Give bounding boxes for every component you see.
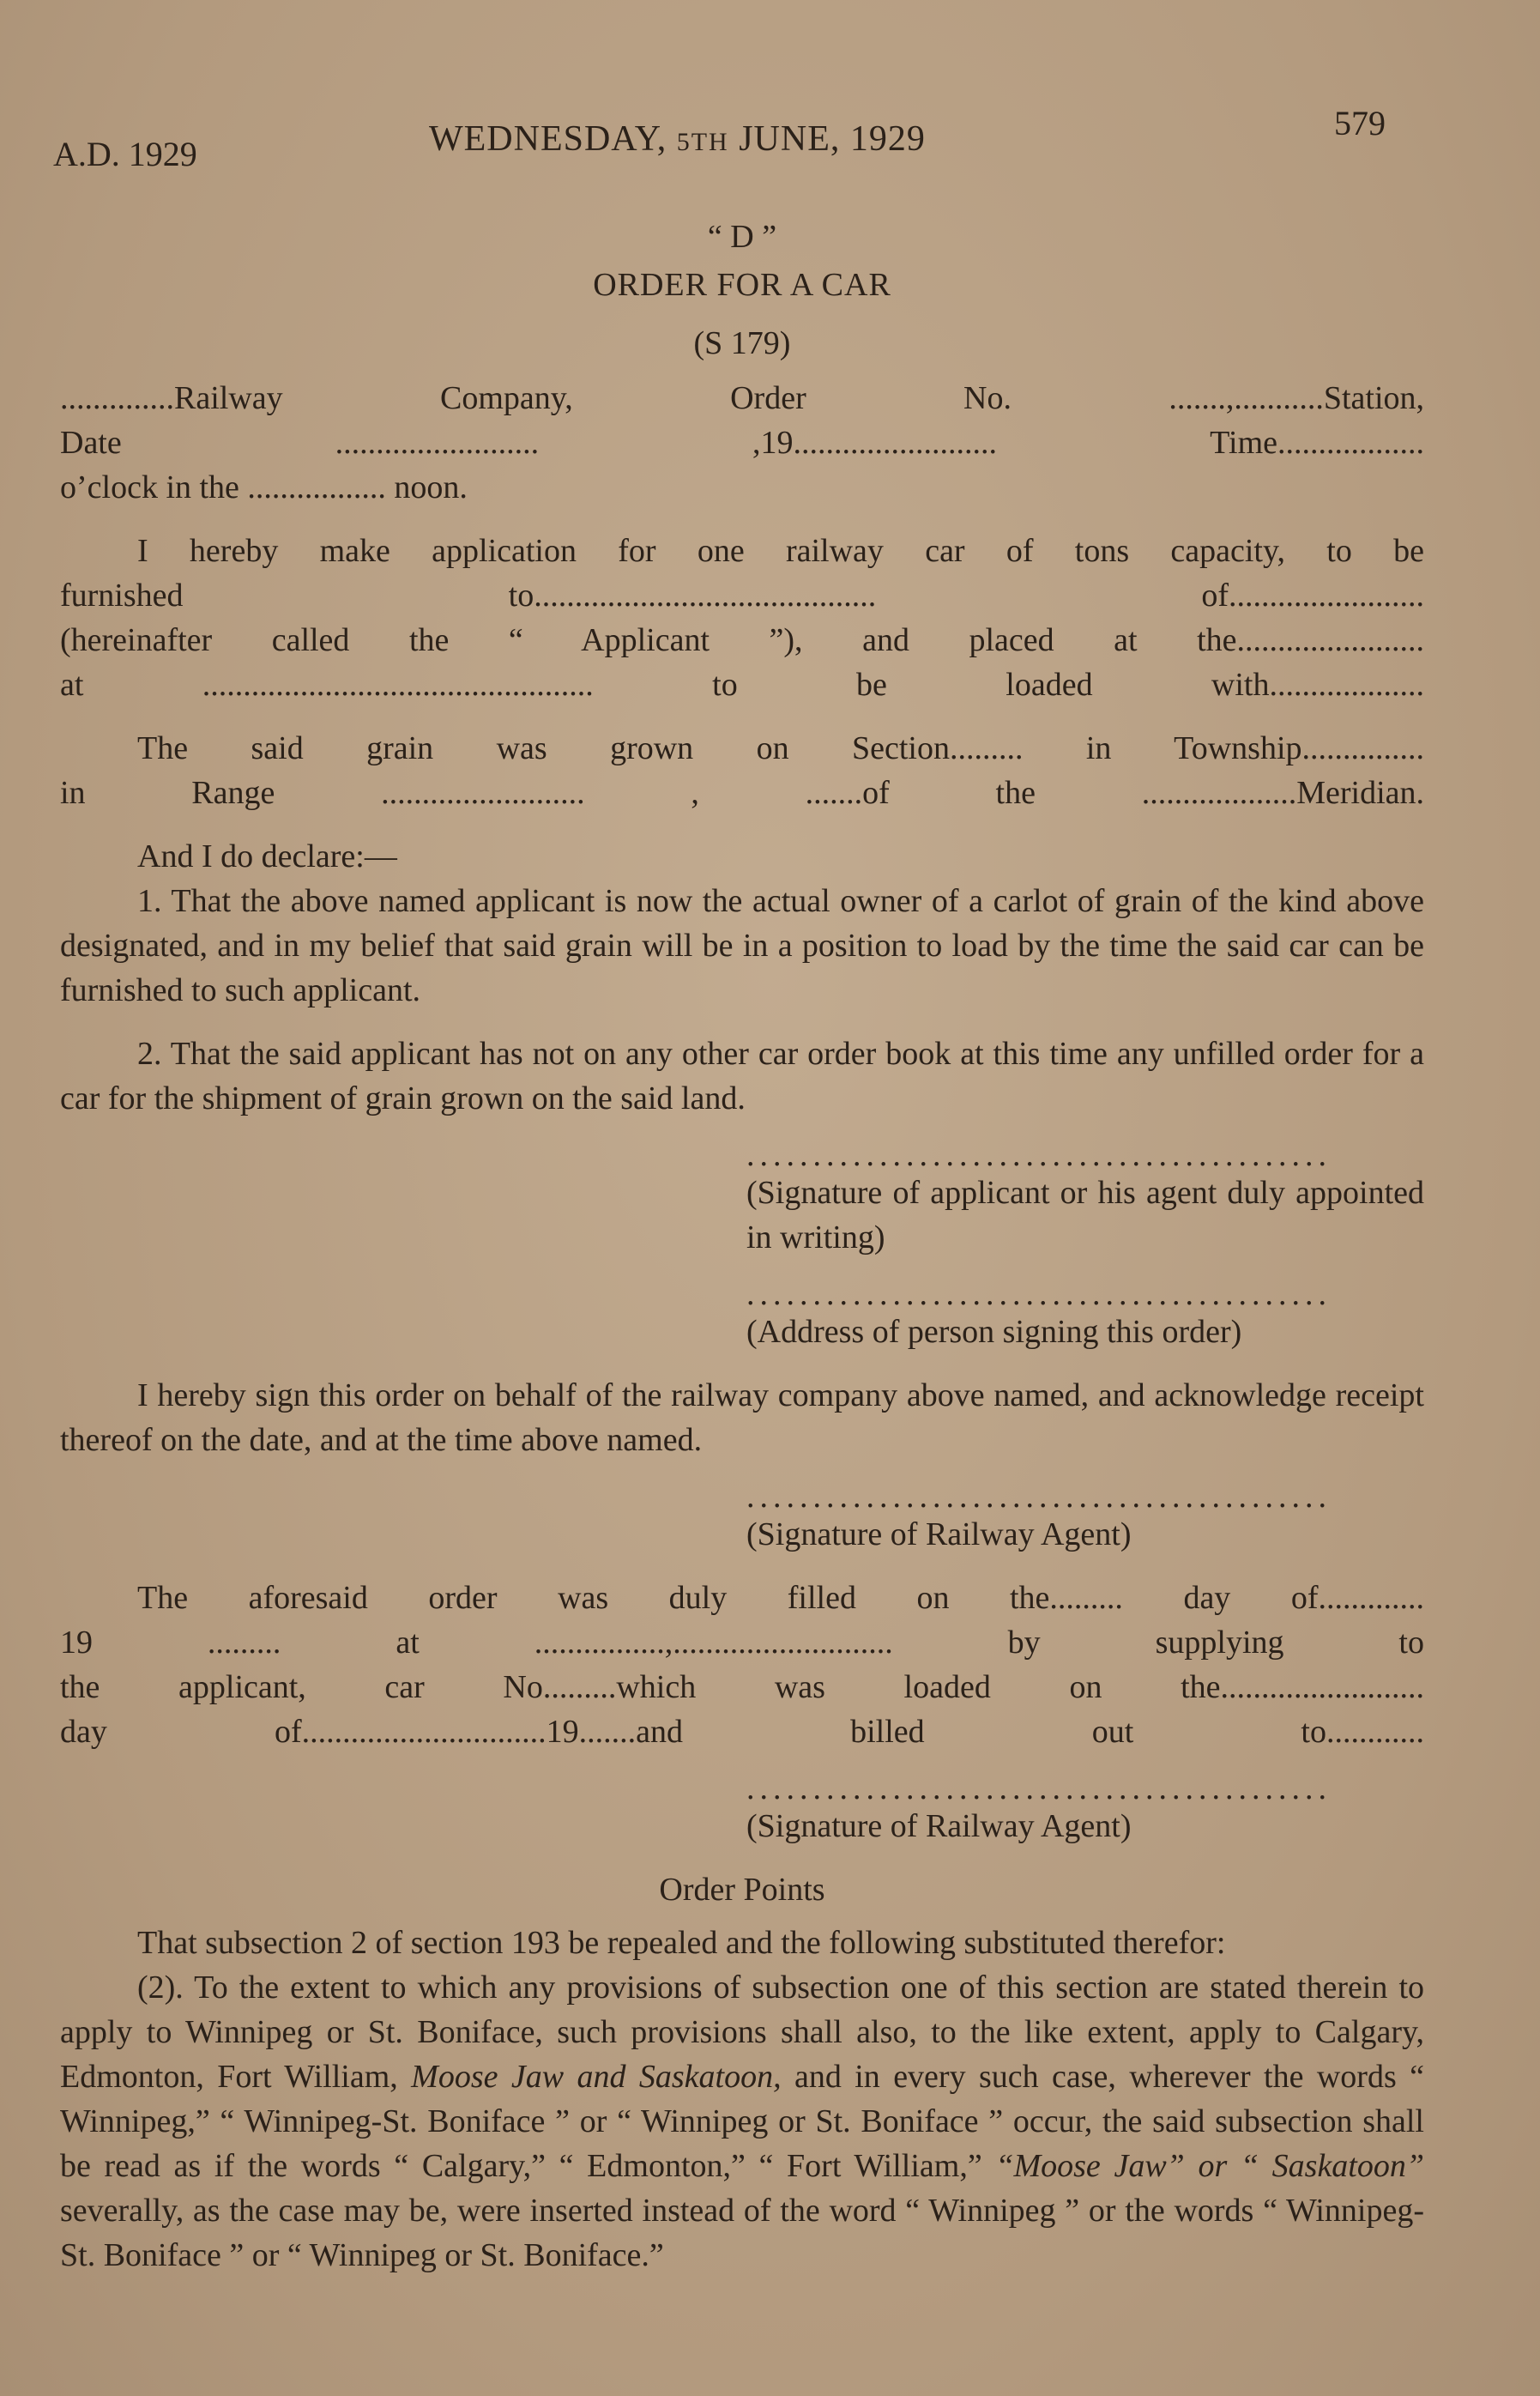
form-line: The aforesaid order was duly filled on the......... day of.............	[137, 1580, 1424, 1616]
form-line: at ................................................ to be loaded with...................	[60, 667, 1424, 703]
header-date-suffix: JUNE, 1929	[728, 119, 926, 159]
order-points-text: severally, as the case may be, were inserted instead of the word “ Winnipeg ” or the words “ Winnipeg-St. Boniface ” or “ Winnipeg or St. Boniface.”	[60, 2193, 1424, 2273]
header-date-day: 5TH	[676, 128, 729, 156]
form-line: day of..............................19.......and billed out to............	[60, 1714, 1424, 1750]
form-line: furnished to.......................................... of........................	[60, 578, 1424, 614]
schedule-letter: “ D ”	[707, 219, 777, 255]
declaration-item-2: 2. That the said applicant has not on any other car order book at this time any unfilled order for a car for the shipment of grain grown on the said land.	[60, 1036, 1424, 1116]
form-line: the applicant, car No.........which was loaded on the.........................	[60, 1669, 1424, 1705]
header-date	[429, 118, 926, 160]
signature-applicant-caption: (Signature of applicant or his agent duly appointed in writing)	[746, 1175, 1424, 1255]
order-points-para-2	[60, 1965, 1424, 2278]
form-line: o’clock in the ................. noon.	[60, 469, 468, 505]
form-line: The said grain was grown on Section......... in Township...............	[137, 730, 1424, 766]
declaration-heading: And I do declare:—	[137, 838, 397, 874]
signature-applicant-block	[746, 1140, 1424, 1260]
document-body	[60, 215, 1424, 2278]
form-line: in Range ......................... , .......of the ...................Meridian.	[60, 775, 1424, 811]
form-line: (hereinafter called the “ Applicant ”), and placed at the.......................	[60, 622, 1424, 658]
order-points-heading: Order Points	[659, 1872, 825, 1908]
signature-agent-block-2	[746, 1773, 1424, 1848]
form-line: ..............Railway Company, Order No. .......,...........Station,	[60, 380, 1424, 416]
order-points-text: and in every such case, wherever the words “ Winnipeg,” “ Winnipeg-St. Boniface ” or “ Winnipeg or St. Boniface ” occur, the said subsection shall be read as if the words “ Calgary,” “ Edmonton,” “ Fort William,”	[60, 2059, 1424, 2184]
page-header	[0, 103, 1540, 172]
signature-line: ............................................	[746, 1773, 1332, 1804]
header-year: A.D. 1929	[53, 135, 197, 173]
order-points-para-1: That subsection 2 of section 193 be repealed and the following substituted therefor:	[137, 1925, 1226, 1961]
order-points-italic: Moose Jaw and Saskatoon,	[411, 2059, 782, 2095]
signature-line: ............................................	[746, 1279, 1332, 1310]
agent-acknowledgement: I hereby sign this order on behalf of the railway company above named, and acknowledge receipt thereof on the date, and at the time above named.	[60, 1377, 1424, 1458]
form-line: 19 ......... at ................,........................... by supplying to	[60, 1625, 1424, 1661]
signature-line: ............................................	[746, 1481, 1332, 1512]
form-line: I hereby make application for one railway car of tons capacity, to be	[137, 533, 1424, 569]
signature-address-block	[746, 1279, 1424, 1354]
form-line: Date ......................... ,19......................... Time..................	[60, 425, 1424, 461]
header-date-prefix: WEDNESDAY,	[429, 119, 677, 159]
page-number: 579	[1334, 104, 1386, 142]
signature-address-caption: (Address of person signing this order)	[746, 1314, 1242, 1350]
order-points-text: (2). To the extent to which any provisions of subsection one of this section are stated therein to apply to Winnipeg or St. Boniface, such provisions shall also, to the like extent, apply to Calgary, Edmonton, Fort William,	[60, 1969, 1424, 2095]
signature-line: ............................................	[746, 1140, 1332, 1171]
declaration-item-1: 1. That the above named applicant is now the actual owner of a carlot of grain of the kind above designated, and in my belief that said grain will be in a position to load by the time the said car can be furnished to such applicant.	[60, 883, 1424, 1008]
schedule-title: ORDER FOR A CAR	[593, 267, 891, 303]
signature-agent-caption: (Signature of Railway Agent)	[746, 1516, 1132, 1552]
order-points-italic: “Moose Jaw” or “ Saskatoon”	[995, 2148, 1425, 2184]
schedule-section: (S 179)	[693, 325, 791, 361]
signature-agent-block	[746, 1481, 1424, 1557]
signature-agent-caption: (Signature of Railway Agent)	[746, 1808, 1132, 1844]
